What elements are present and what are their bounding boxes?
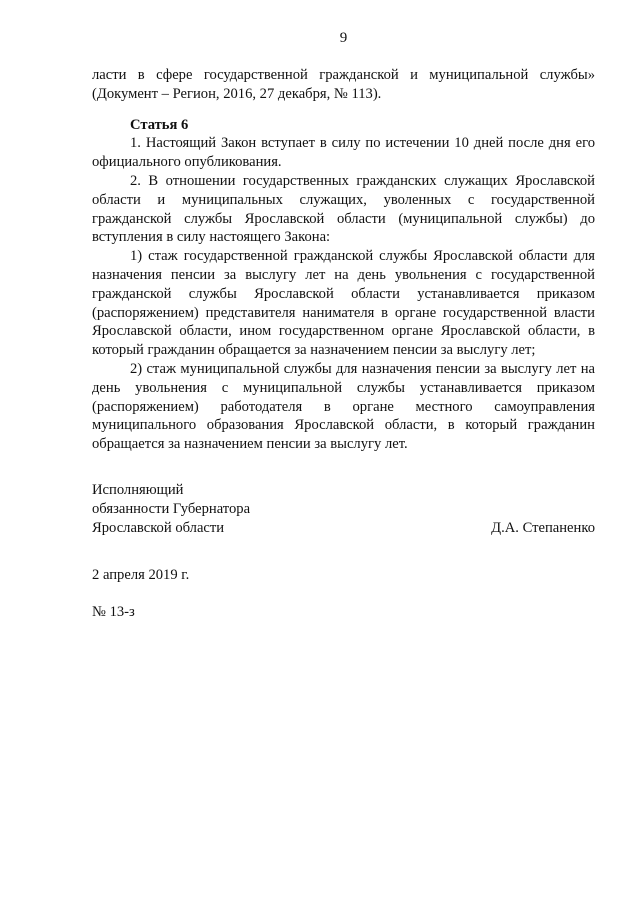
document-body (92, 66, 595, 454)
signatory-name: Д.А. Степаненко (491, 520, 595, 536)
article-paragraph-1: 1. Настоящий Закон вступает в силу по истечении 10 дней после дня его официального опубликования. (92, 135, 595, 171)
signature-block (92, 481, 595, 538)
law-number: № 13-з (92, 604, 135, 620)
signature-title-line-2: обязанности Губернатора (92, 501, 251, 517)
continuation-paragraph: ласти в сфере государственной гражданской и муниципальной службы» (Документ – Регион, 2016, 27 декабря, № 113). (92, 67, 595, 102)
signature-title-line-1: Исполняющий (92, 482, 184, 498)
article-list-item-2: 2) стаж муниципальной службы для назначения пенсии за выслугу лет на день увольнения с муниципальной службы устанавливается приказом (распоряжением) работодателя в органе местного самоуправления муниципального образования Ярославской области, в который гражданин обращается за назначением пенсии за выслугу лет. (92, 360, 595, 453)
signature-title-line-3: Ярославской области (92, 520, 225, 536)
article-list-item-1: 1) стаж государственной гражданской службы Ярославской области для назначения пенсии за выслугу лет на день увольнения с государственной гражданской службы Ярославской области устанавливается приказом (распоряжением) представителя нанимателя в органе государственной власти Ярославской области, ином государственном органе Ярославской области, в который гражданин обращается за назначением пенсии за выслугу лет; (92, 248, 595, 359)
article-paragraph-2: 2. В отношении государственных гражданских служащих Ярославской области и муниципальных служащих, уволенных с государственной гражданской службы Ярославской области (муниципальной службы) до вступления в силу настоящего Закона: (92, 172, 595, 246)
document-date: 2 апреля 2019 г. (92, 567, 190, 583)
page-number: 9 (339, 30, 348, 46)
article-heading: Статья 6 (130, 116, 189, 133)
signature-last-row (92, 519, 595, 538)
